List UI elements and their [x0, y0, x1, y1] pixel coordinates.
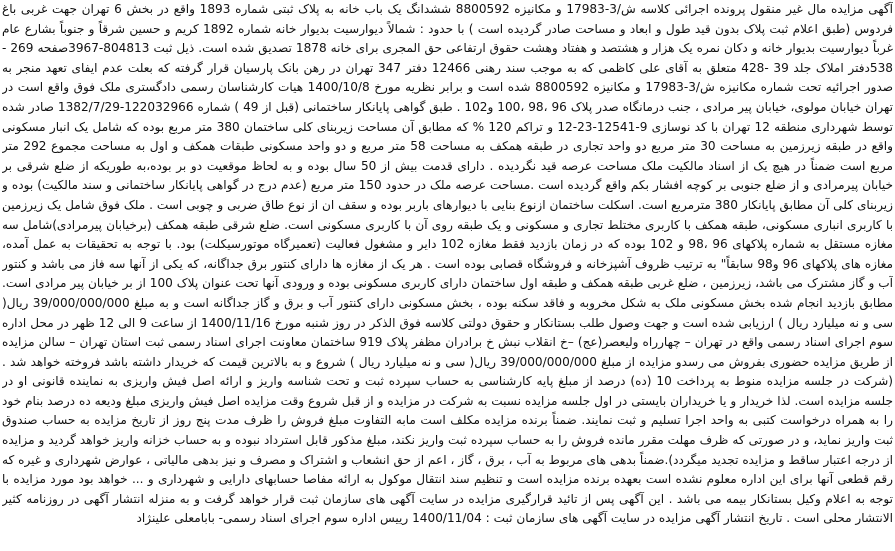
auction-notice-paragraph: آگهی مزایده مال غیر منقول پرونده اجرائی کلاسه ش/3-17983 و مکانیزه 8800592 ششدانگ یک باب خانه به پلاک ثبتی شماره 1893 واقع در بخش 6 تهران جهت غربی باغ فردوس (طبق اعلام ثبت پلاک بدون قید طول و ابعاد و مساحت صادر گردیده است ) با حدود : شمالاً دیوارسیت بدیوار خانه شماره 1892 کریم و حسین شرقاً و جنوباً بشارع عام غرباً دیوارسیت بدیوار خانه و دکان نمره یک هزار و هشتصد و هفتاد وهشت حقوق ارتفاعی حق المجری برای خانه 1878 تصدیق شده است. ذیل ثبت 804813-3967صفحه 269 - 538دفتر املاک جلد 39 -428 متعلق به آقای علی کاظمی که به موجب سند رهنی 12466 دفتر 347 تهران در رهن بانک پارسیان قرار گرفته که بعلت عدم ایفای تعهد منجر به صدور اجرائیه تحت شماره مکانیزه ش/3-17983 و مکانیزه 8800592 شده است و برابر نظریه مورخ 1400/10/8 هیات کارشناسان رسمی دادگستری ملک فوق واقع است در تهران خیابان مولوی، خیابان پیر مرادی ، جنب درمانگاه صدر پلاک 96 ،98 ،100 و102 . طبق گواهی پایانکار ساختمانی (قبل از 49 ) شماره 122032966-1382/7/29 صادر شده توسط شهرداری منطقه 12 تهران با کد نوسازی 9-12541-23-12 و تراکم 120 % که مطابق آن مساحت زیربنای کلی ساختمان 380 متر مربع بوده که شامل یک انبار مسکونی واقع در طبقه زیرزمین به مساحت 30 متر مربع دو واحد تجاری در طبقه همکف به مساحت 58 متر مربع و دو واحد مسکونی طبقات همکف و اول به مساحت مجموع 292 متر مربع است ضمناً در هیچ یک از اسناد مالکیت ملک مساحت عرصه قید نگردیده . دارای قدمت بیش از 50 سال بوده و به لحاظ موقعیت دو بر بوده،به طوریکه از ضلع شرقی بر خیابان پیرمرادی و از ضلع جنوبی بر کوچه افشار بکم واقع گردیده است .مساحت عرصه ملک در حدود 150 متر مربع (عدم درج در گواهی پایانکار ساختمانی و سند مالکیت) بوده و زیربنای کلی آن مطابق پایانکار 380 مترمربع است. اسکلت ساختمان ازنوع بنایی با دیوارهای باربر بوده و سقف ان از نوع طاق ضربی و چوبی است . ملک فوق شامل یک زیرزمین با کاربری انباری مسکونی، طبقه همکف با کاربری مختلط تجاری و مسکونی و یک طبقه روی آن با کاربری مسکونی است. ضلع شرقی طبقه همکف (برخیابان پیرمرادی)شامل سه مغازه مستقل به شماره پلاکهای 96 ،98 و 102 بوده که در زمان بازدید فقط مغازه 102 دایر و مشغول فعالیت (تعمیرگاه موتورسیکلت) بود. با توجه به تحقیقات به عمل آمده، مغازه های پلاکهای 96 و98 سابقاً" به ترتیب ظروف آشپزخانه و فروشگاه قصابی بوده است . هر یک از مغازه ها دارای کنتور برق جداگانه، که یکی از آنها سه فاز می باشد و کنتور آب و گاز مشترک می باشد، زیرزمین ، ضلع غربی طبقه همکف و طبقه اول ساختمان دارای کاربری مسکونی بوده و ورودی آنها تحت عنوان پلاک 100 از بر خیابان پیر مرادی است. مطابق بازدید انجام شده بخش مسکونی ملک به شکل مخروبه و فاقد سکنه بوده ، بخش مسکونی دارای کنتور آب و برق و گاز جداگانه است و به مبلغ 39/000/000/000 ریال( سی و نه میلیارد ریال ) ارزیابی شده است و جهت وصول طلب بستانکار و حقوق دولتی کلاسه فوق الذکر در روز شنبه مورخ 1400/11/16 از ساعت 9 الی 12 ظهر در محل اداره سوم اجرای اسناد رسمی واقع در تهران – چهارراه ولیعصر(عج) –خ انقلاب نبش خ برادران مظفر پلاک 919 ساختمان معاونت اجرای اسناد رسمی ثبت استان تهران – سالن مزایده از طریق مزایده حضوری بفروش می رسدو مزایده از مبلغ 39/000/000/000 ریال( سی و نه میلیارد ریال ) شروع و به بالاترین قیمت که خریدار داشته باشد فروخته خواهد شد . (شرکت در جلسه مزایده منوط به پرداخت 10 (ده) درصد از مبلغ پایه کارشناسی به حساب سپرده ثبت و تحت شناسه واریز و ارائه اصل فیش واریزی به نماینده قانونی او در جلسه مزایده است. لذا خریدار و یا خریداران بایستی در اول جلسه مزایده نسبت به شرکت در مزایده و از قبل شروع وقت مزایده اصل فیش واریزی مبلغ ودیعه ده درصد بنام خود را به همراه درخواست کتبی به واحد اجرا تسلیم و ثبت نمایند. ضمناً برنده مزایده مکلف است مابه التفاوت مبلغ فروش را ظرف مدت پنج روز از تاریخ مزایده به حساب صندوق ثبت واریز نماید، و در صورتی که ظرف مهلت مقرر مانده فروش را به حساب سپرده ثبت واریز نکند، مبلغ مذکور قابل استرداد نبوده و به حساب خزانه واریز خواهد گردید و مزایده از درجه اعتبار ساقط و مزایده تجدید میگردد).ضمناً بدهی های مربوط به آب ، برق ، گاز ، اعم از حق انشعاب و اشتراک و مصرف و نیز بدهی مالیاتی ، عوارض شهرداری و غیره که رقم قطعی آنها برای این اداره معلوم نشده است بعهده برنده مزایده است و تنظیم سند انتقال موکول به ارائه مفاصا حسابهای دارایی و شهرداری و ... خواهد بود مورد مزایده با توجه به اعلام وکیل بستانکار بیمه می باشد . این آگهی پس از تائید قرارگیری مزایده در سایت آگهی های سازمان ثبت قرار خواهد گرفت و به منزله انتشار آگهی در روزنامه کثیر الانتشار محلی است . تاریخ انتشار آگهی مزایده در سایت آگهی های سازمان ثبت : 1400/11/04 رییس اداره سوم اجرای اسناد رسمی- بابامعلی علینژاد [2, 2, 893, 526]
auction-notice-document [2, 0, 893, 551]
